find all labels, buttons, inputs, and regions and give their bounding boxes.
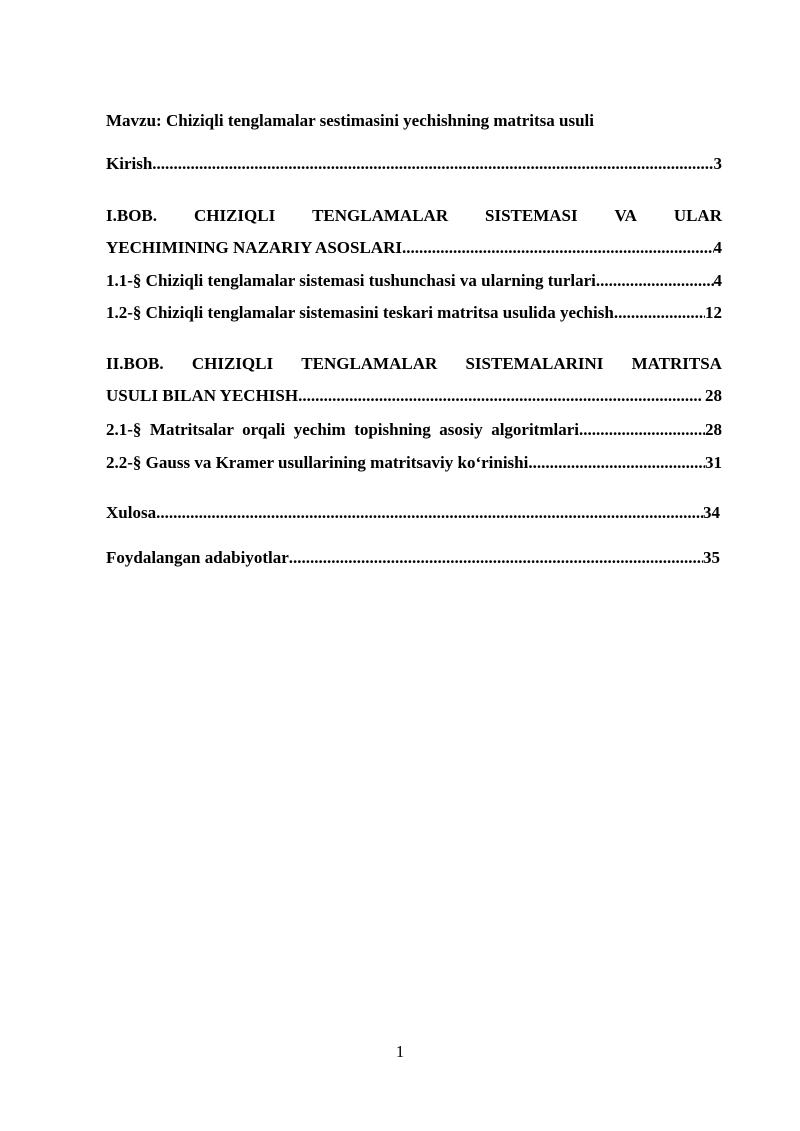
leader-dots [298, 386, 701, 406]
chapter-word: I.BOB. [106, 206, 158, 225]
toc-entry-label: USULI BILAN YECHISH [106, 386, 299, 405]
toc-page-number: 28 [705, 420, 722, 439]
chapter-word: SISTEMALARINI [465, 354, 604, 373]
toc-entry-label: Xulosa [106, 503, 157, 522]
toc-entry-label: YECHIMINING NAZARIY ASOSLARI [106, 238, 402, 257]
toc-entry-label: 2.2-§ Gauss va Kramer usullarining matritsaviy ko‘rinishi [106, 453, 529, 472]
toc-entry-label: 1.1-§ Chiziqli tenglamalar sistemasi tushunchasi va ularning turlari [106, 271, 596, 290]
toc-entry-1-2 [106, 303, 722, 323]
toc-page-number: 4 [713, 238, 722, 257]
toc-chapter1-title [106, 206, 722, 226]
leader-dots [596, 271, 714, 291]
chapter-word: SISTEMASI [485, 206, 578, 225]
toc-entry-label: Kirish [106, 154, 153, 173]
toc-page-number: 28 [700, 386, 722, 405]
toc-chapter2-title [106, 354, 722, 374]
chapter-word: CHIZIQLI [193, 206, 276, 225]
topic-line: Mavzu: Chiziqli tenglamalar sestimasini yechishning matritsa usuli [106, 111, 594, 130]
chapter-word: TENGLAMALAR [312, 206, 449, 225]
toc-entry-label: Foydalangan adabiyotlar [106, 548, 289, 567]
leader-dots [152, 154, 713, 174]
chapter-word: MATRITSA [631, 354, 722, 373]
toc-entry-2-2 [106, 453, 722, 473]
toc-entry-chapter1 [106, 238, 722, 258]
toc-entry-1-1 [106, 271, 722, 291]
leader-dots [402, 238, 714, 258]
toc-entry-intro [106, 154, 722, 174]
toc-entry-label: 1.2-§ Chiziqli tenglamalar sistemasini teskari matritsa usulida yechish [106, 303, 614, 322]
toc-entry-2-1 [106, 420, 722, 440]
chapter-word: VA [614, 206, 637, 225]
toc-entry-references [106, 548, 720, 568]
toc-entry-chapter2 [106, 386, 722, 406]
chapter-word: TENGLAMALAR [301, 354, 438, 373]
chapter-word: CHIZIQLI [191, 354, 274, 373]
toc-page-number: 35 [703, 548, 720, 567]
leader-dots [156, 503, 703, 523]
toc-entry-label: 2.1-§ Matritsalar orqali yechim topishning asosiy algoritmlari [106, 420, 579, 439]
chapter-word: ULAR [673, 206, 722, 225]
toc-page-number: 4 [713, 271, 722, 290]
chapter-word: II.BOB. [106, 354, 164, 373]
page-number: 1 [395, 1042, 405, 1061]
toc-page-number: 12 [705, 303, 722, 322]
leader-dots [614, 303, 705, 323]
leader-dots [289, 548, 703, 568]
toc-page-number: 31 [705, 453, 722, 472]
toc-page-number: 34 [703, 503, 720, 522]
leader-dots [579, 420, 705, 440]
toc-entry-conclusion [106, 503, 720, 523]
toc-page-number: 3 [713, 154, 722, 173]
leader-dots [528, 453, 705, 473]
